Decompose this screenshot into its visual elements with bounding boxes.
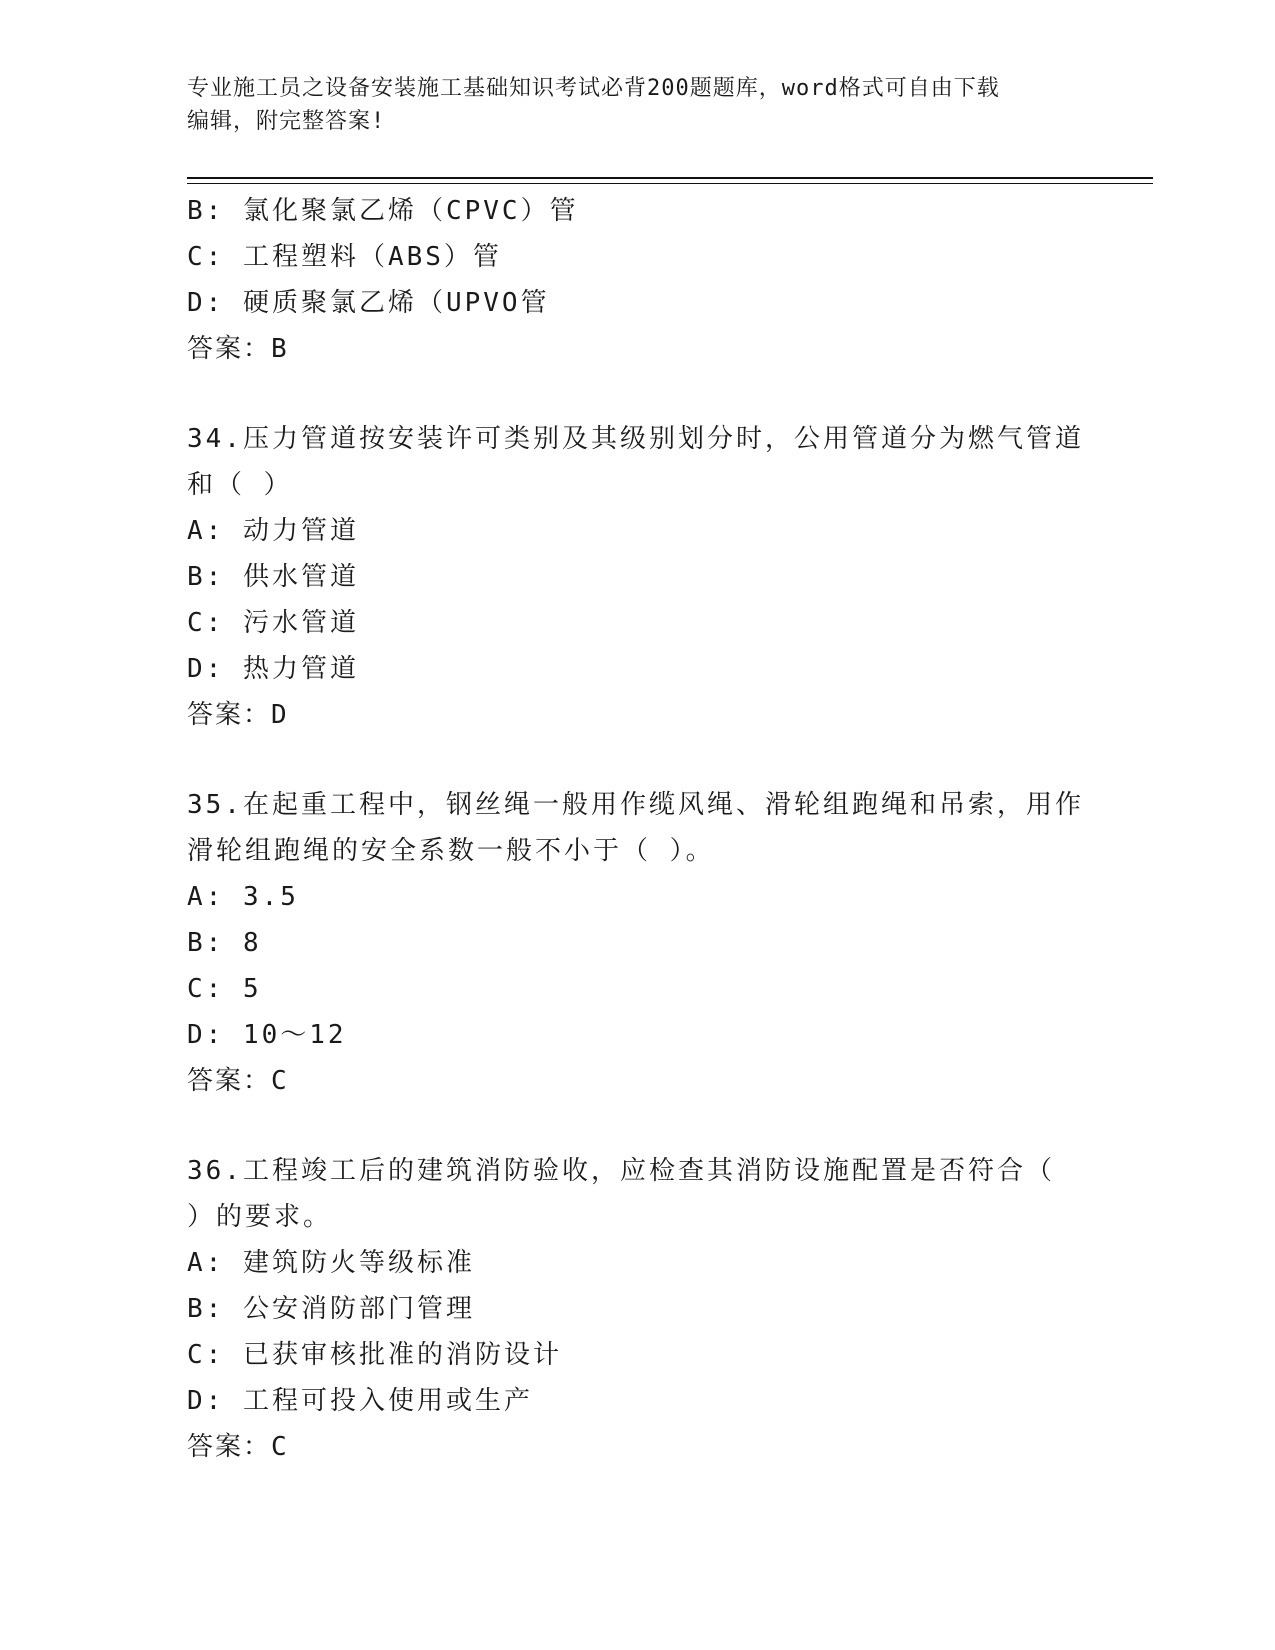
header-title-line2: 编辑，附完整答案! [187, 109, 386, 134]
question-text [187, 1148, 1087, 1240]
option-b: B: 8 [187, 928, 262, 958]
option-a: A: 3.5 [187, 882, 299, 912]
question-block-35 [187, 782, 1087, 1104]
header-divider-thick [187, 177, 1153, 179]
option-b: B: 公安消防部门管理 [187, 1294, 475, 1324]
answer-line: 答案：D [187, 700, 289, 730]
question-block-36 [187, 1148, 1087, 1470]
option-c: C: 工程塑料（ABS）管 [187, 242, 502, 272]
option-b: B: 氯化聚氯乙烯（CPVC）管 [187, 196, 579, 226]
question-text-line1: 36.工程竣工后的建筑消防验收，应检查其消防设施配置是否符合（ [187, 1156, 1055, 1186]
question-text-line1: 35.在起重工程中，钢丝绳一般用作缆风绳、滑轮组跑绳和吊索，用作 [187, 790, 1084, 820]
question-block-33 [187, 188, 1087, 372]
answer-line: 答案：B [187, 334, 289, 364]
header-divider-thin [187, 183, 1153, 184]
question-text [187, 416, 1087, 508]
answer-line: 答案：C [187, 1432, 289, 1462]
option-d: D: 硬质聚氯乙烯（UPVO管 [187, 288, 550, 318]
question-text-line2: 和（ ） [187, 470, 293, 500]
option-d: D: 工程可投入使用或生产 [187, 1386, 533, 1416]
option-b: B: 供水管道 [187, 562, 359, 592]
option-d: D: 10～12 [187, 1020, 347, 1050]
option-a: A: 建筑防火等级标准 [187, 1248, 475, 1278]
option-c: C: 已获审核批准的消防设计 [187, 1340, 562, 1370]
question-text-line2: 滑轮组跑绳的安全系数一般不小于（ ）。 [187, 836, 715, 866]
header-title-line1: 专业施工员之设备安装施工基础知识考试必背200题题库，word格式可自由下载 [187, 76, 1000, 101]
document-header [187, 72, 1067, 138]
question-text-line2: ）的要求。 [187, 1202, 333, 1232]
option-a: A: 动力管道 [187, 516, 359, 546]
option-c: C: 5 [187, 974, 262, 1004]
question-text [187, 782, 1087, 874]
option-d: D: 热力管道 [187, 654, 359, 684]
answer-line: 答案：C [187, 1066, 289, 1096]
option-c: C: 污水管道 [187, 608, 359, 638]
question-text-line1: 34.压力管道按安装许可类别及其级别划分时，公用管道分为燃气管道 [187, 424, 1084, 454]
question-content [187, 188, 1087, 1470]
question-block-34 [187, 416, 1087, 738]
